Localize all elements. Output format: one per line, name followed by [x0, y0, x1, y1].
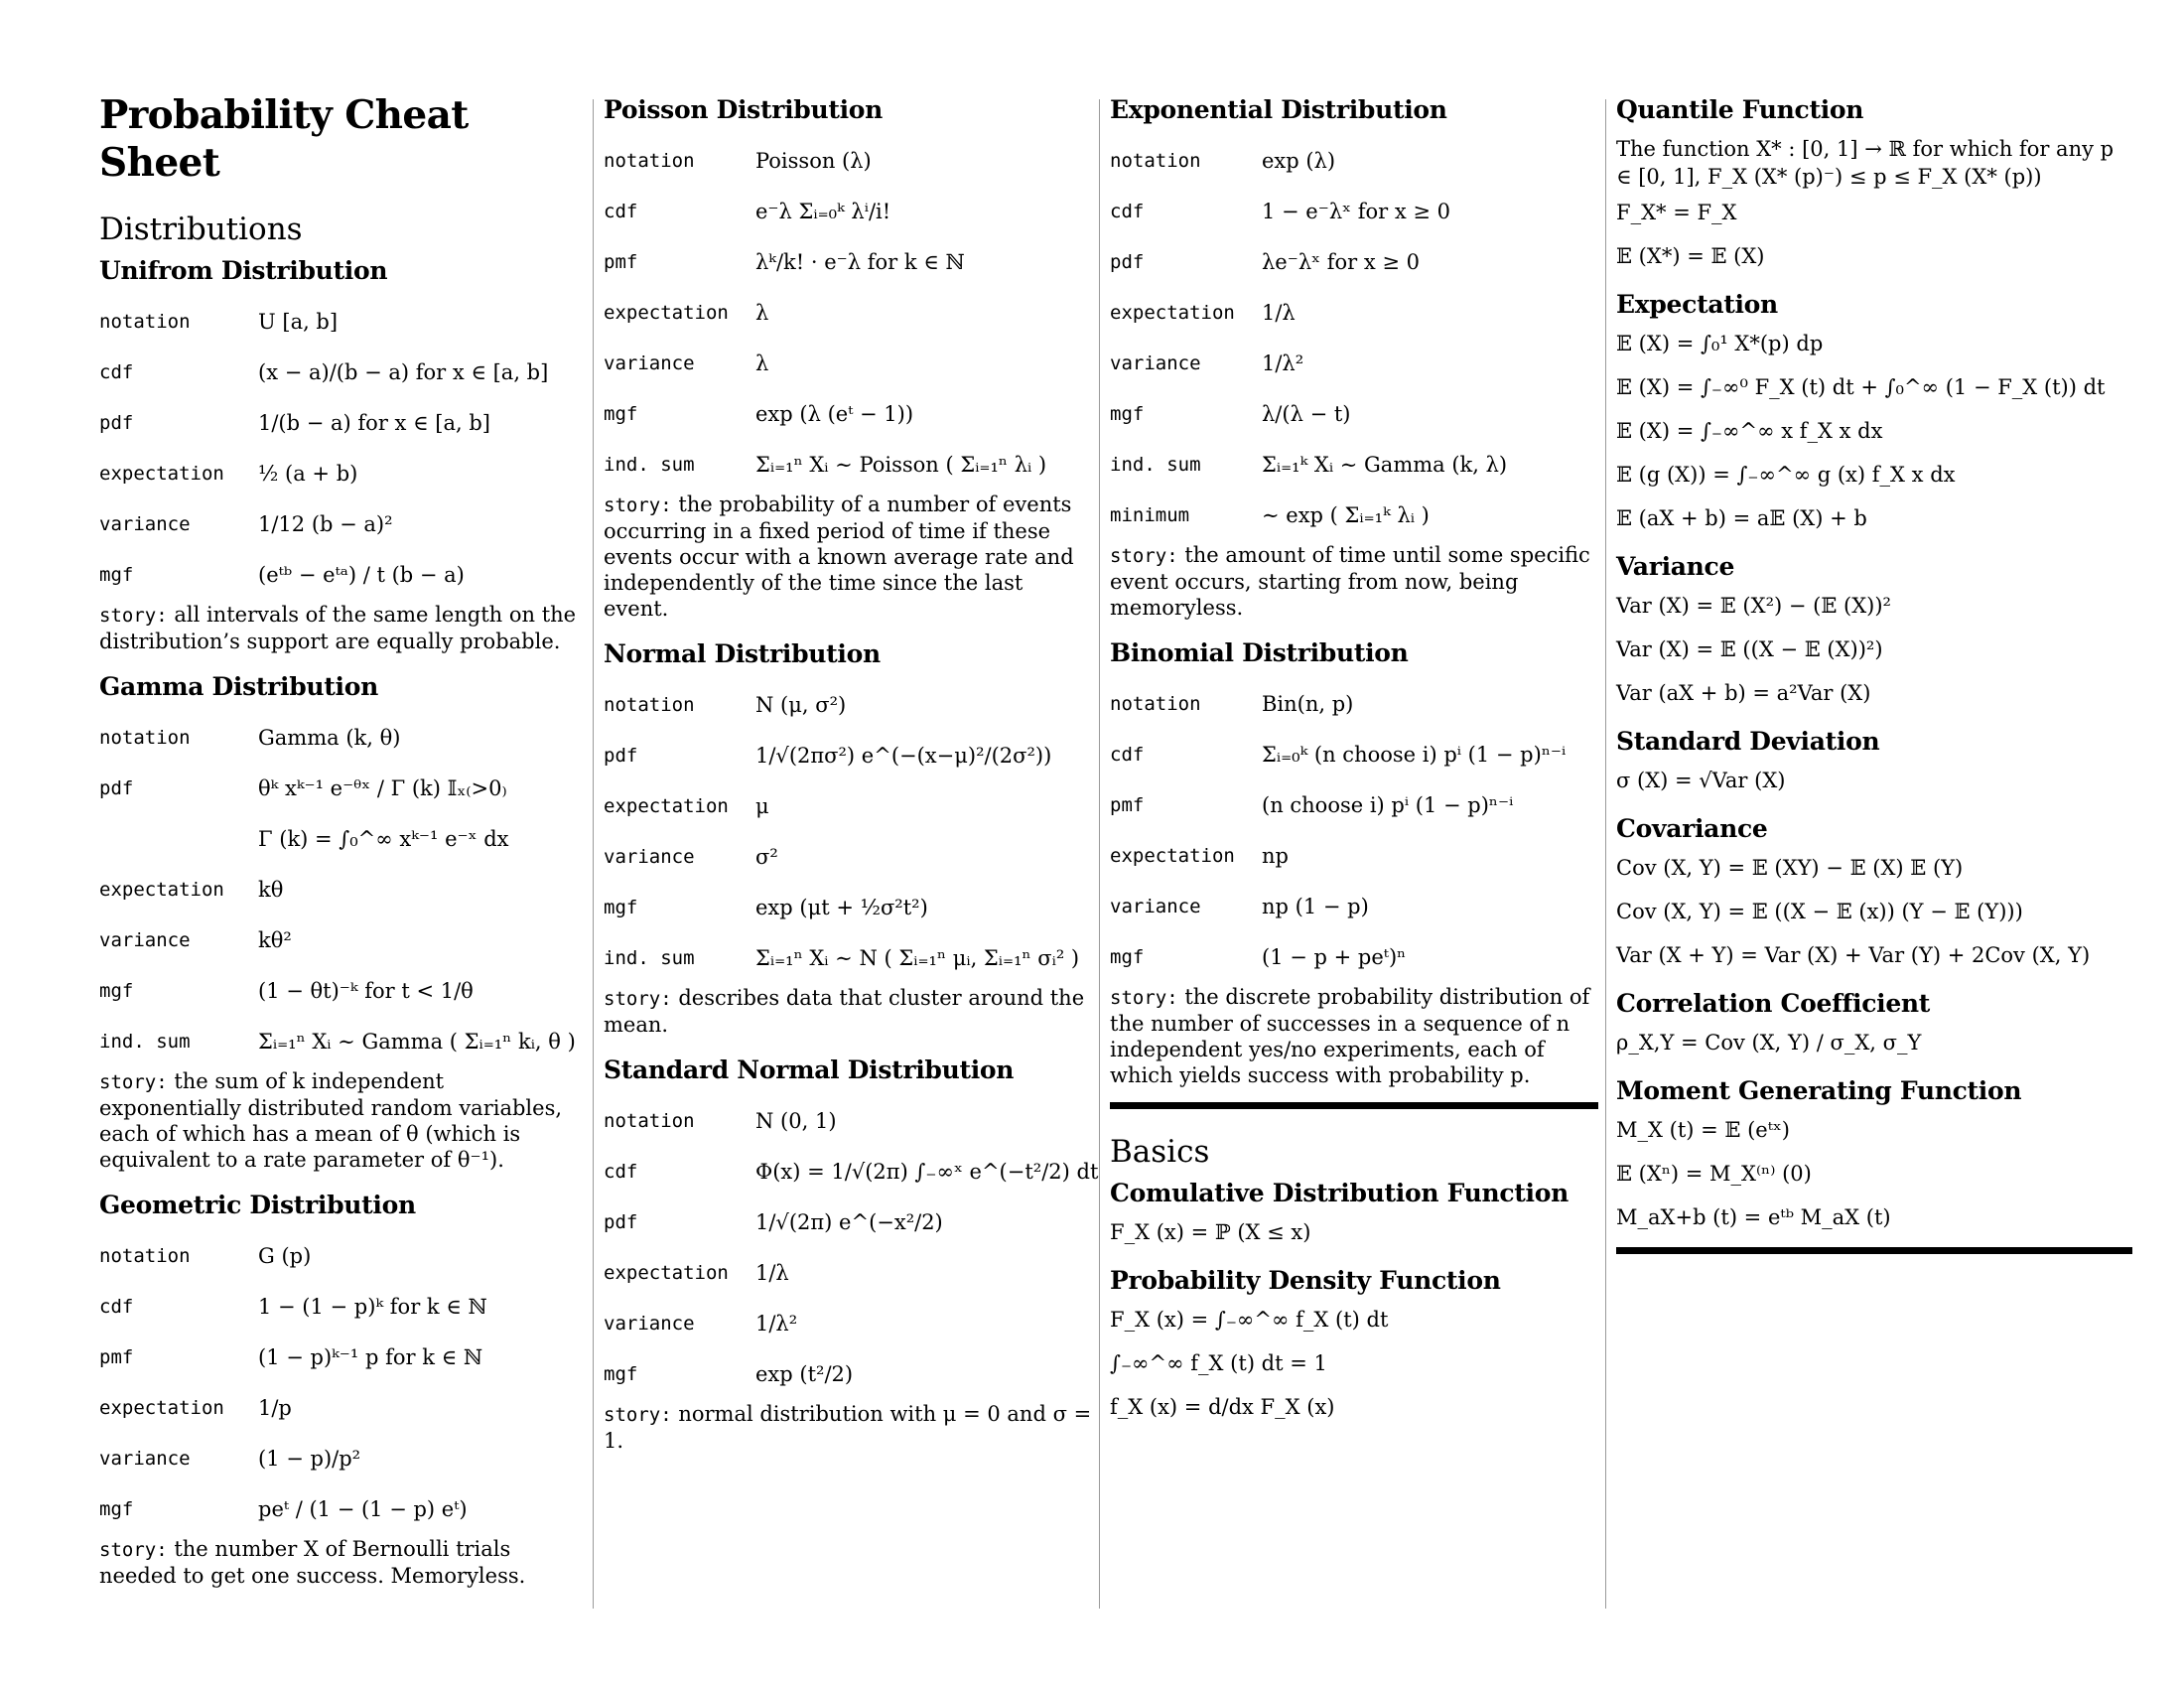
row-key: cdf: [604, 1160, 638, 1183]
formula: 𝔼 (X*) = 𝔼 (X): [1616, 244, 1765, 268]
std-normal-row-expectation: [604, 1247, 1092, 1298]
normal-row-variance: [604, 831, 1092, 882]
gamma-row-mgf: [99, 965, 586, 1016]
row-value: U [a, b]: [258, 309, 339, 334]
binomial-section: [1110, 634, 1598, 1088]
pdf-section: [1110, 1262, 1598, 1421]
formula: F_X (x) = ℙ (X ≤ x): [1110, 1220, 1311, 1244]
mgf-section: [1616, 1072, 2132, 1231]
poisson-row-variance: [604, 338, 1092, 388]
quantile-text: The function X* : [0, 1] → ℝ for which for any p ∈ [0, 1], F_X (X* (p)⁻) ≤ p ≤ F_X (X* (p)): [1616, 137, 2115, 189]
story-text: normal distribution with μ = 0 and σ = 1.: [604, 1402, 1092, 1453]
poisson-story: [604, 492, 1092, 622]
formula: Cov (X, Y) = 𝔼 (XY) − 𝔼 (X) 𝔼 (Y): [1616, 856, 1964, 880]
poisson-section: [604, 91, 1092, 622]
binomial-heading: Binomial Distribution: [1110, 638, 1409, 667]
gamma-story: [99, 1068, 586, 1173]
row-key: ind. sum: [99, 1030, 191, 1053]
row-value: 1/p: [258, 1395, 292, 1420]
formula: 𝔼 (X) = ∫₀¹ X*(p) dp: [1616, 332, 1824, 355]
row-key: mgf: [604, 896, 638, 918]
normal-row-pdf: [604, 730, 1092, 780]
poisson-heading: Poisson Distribution: [604, 95, 884, 124]
story-label: story:: [604, 494, 672, 516]
row-value: σ²: [755, 844, 778, 869]
normal-row-ind-sum: [604, 932, 1092, 983]
geometric-row-mgf: [99, 1483, 586, 1534]
binomial-story: [1110, 984, 1598, 1088]
gamma-section: [99, 668, 586, 1173]
geometric-row-pmf: [99, 1332, 586, 1382]
row-value: 1 − e⁻λˣ for x ≥ 0: [1262, 199, 1450, 223]
row-key: mgf: [604, 402, 638, 425]
row-key: notation: [604, 149, 695, 172]
formula: Var (aX + b) = a²Var (X): [1616, 681, 1871, 705]
row-key: mgf: [1110, 402, 1145, 425]
story-label: story:: [99, 605, 168, 627]
pdf-heading: Probability Density Function: [1110, 1266, 1501, 1295]
row-key: variance: [99, 512, 191, 535]
row-key: cdf: [1110, 200, 1145, 222]
row-value: (1 − p)/p²: [258, 1446, 361, 1471]
row-value: kθ²: [258, 927, 292, 952]
normal-heading: Normal Distribution: [604, 639, 881, 668]
uniform-row-pdf: [99, 397, 586, 448]
row-value: G (p): [258, 1243, 312, 1268]
row-key: notation: [99, 726, 191, 749]
row-key: cdf: [1110, 743, 1145, 766]
geometric-row-expectation: [99, 1382, 586, 1433]
row-value: Σᵢ₌₁ⁿ Xᵢ ∼ Poisson ( Σᵢ₌₁ⁿ λᵢ ): [755, 452, 1047, 477]
exponential-heading: Exponential Distribution: [1110, 95, 1447, 124]
gamma-row-ind-sum: [99, 1016, 586, 1066]
row-value: (n choose i) pⁱ (1 − p)ⁿ⁻ⁱ: [1262, 792, 1514, 817]
row-value: Σᵢ₌₁ᵏ Xᵢ ∼ Gamma (k, λ): [1262, 452, 1508, 477]
exponential-row-cdf: [1110, 186, 1598, 236]
covariance-heading: Covariance: [1616, 814, 1768, 843]
row-key: pdf: [1110, 250, 1145, 273]
row-value: Bin(n, p): [1262, 691, 1354, 716]
column-1: [99, 91, 586, 1611]
correlation-heading: Correlation Coefficient: [1616, 989, 1931, 1018]
page-title: Probability Cheat Sheet: [99, 92, 469, 186]
formula: 𝔼 (g (X)) = ∫₋∞^∞ g (x) f_X x dx: [1616, 463, 1956, 487]
row-value: 1/12 (b − a)²: [258, 511, 393, 536]
row-value: Γ (k) = ∫₀^∞ xᵏ⁻¹ e⁻ˣ dx: [258, 826, 509, 851]
row-key: notation: [99, 310, 191, 333]
row-key: expectation: [604, 794, 729, 817]
formula: 𝔼 (aX + b) = a𝔼 (X) + b: [1616, 506, 1867, 530]
quantile-section: [1616, 91, 2132, 270]
poisson-row-expectation: [604, 287, 1092, 338]
uniform-row-expectation: [99, 448, 586, 498]
column-divider: [1605, 99, 1606, 1609]
binomial-row-expectation: [1110, 830, 1598, 881]
row-key: pmf: [604, 250, 638, 273]
row-key: cdf: [604, 200, 638, 222]
binomial-row-notation: [1110, 678, 1598, 729]
binomial-row-pmf: [1110, 779, 1598, 830]
row-key: notation: [604, 693, 695, 716]
uniform-row-cdf: [99, 347, 586, 397]
row-key: minimum: [1110, 503, 1190, 526]
column-2: [604, 91, 1099, 1611]
row-value: 1/λ: [1262, 300, 1296, 325]
std-normal-row-notation: [604, 1095, 1092, 1146]
row-key: cdf: [99, 1295, 134, 1318]
story-text: all intervals of the same length on the distribution’s support are equally probable.: [99, 603, 577, 653]
exponential-section: [1110, 91, 1598, 621]
poisson-row-notation: [604, 135, 1092, 186]
row-key: mgf: [1110, 945, 1145, 968]
row-value: 1/λ: [755, 1260, 789, 1285]
row-value: exp (μt + ½σ²t²): [755, 895, 928, 919]
column-4: [1616, 91, 2132, 1611]
row-value: λᵏ/k! · e⁻λ for k ∈ ℕ: [755, 249, 965, 274]
row-key: pdf: [99, 776, 134, 799]
row-key: mgf: [99, 979, 134, 1002]
section-rule: [1110, 1102, 1598, 1109]
row-value: μ: [755, 793, 769, 818]
row-value: Φ(x) = 1/√(2π) ∫₋∞ˣ e^(−t²/2) dt: [755, 1159, 1099, 1184]
formula: M_aX+b (t) = eᵗᵇ M_aX (t): [1616, 1205, 1891, 1229]
row-key: mgf: [99, 563, 134, 586]
formula: f_X (x) = d/dx F_X (x): [1110, 1395, 1335, 1419]
row-key: ind. sum: [604, 946, 695, 969]
story-label: story:: [1110, 987, 1178, 1009]
exponential-story: [1110, 542, 1598, 621]
row-key: notation: [1110, 692, 1201, 715]
formula: Var (X) = 𝔼 ((X − 𝔼 (X))²): [1616, 637, 1883, 661]
geometric-story: [99, 1536, 586, 1589]
row-key: pdf: [99, 411, 134, 434]
row-value: kθ: [258, 877, 284, 902]
mgf-heading: Moment Generating Function: [1616, 1076, 2022, 1105]
row-value: (1 − p + peᵗ)ⁿ: [1262, 944, 1407, 969]
row-key: variance: [99, 1447, 191, 1470]
std-normal-row-mgf: [604, 1348, 1092, 1399]
geometric-row-cdf: [99, 1281, 586, 1332]
row-value: (1 − p)ᵏ⁻¹ p for k ∈ ℕ: [258, 1344, 483, 1369]
row-key: pmf: [1110, 793, 1145, 816]
row-value: 1 − (1 − p)ᵏ for k ∈ ℕ: [258, 1294, 487, 1319]
story-label: story:: [604, 988, 672, 1010]
row-value: 1/√(2π) e^(−x²/2): [755, 1209, 943, 1234]
formula: F_X (x) = ∫₋∞^∞ f_X (t) dt: [1110, 1308, 1389, 1332]
exponential-row-ind-sum: [1110, 439, 1598, 490]
row-value: np (1 − p): [1262, 894, 1369, 918]
row-key: mgf: [604, 1362, 638, 1385]
cdf-section: [1110, 1175, 1598, 1246]
story-text: the probability of a number of events occurring in a fixed period of time if these events occur with a known average rate and independently of the time since the last event.: [604, 492, 1074, 621]
formula: σ (X) = √Var (X): [1616, 769, 1786, 792]
formula: 𝔼 (X) = ∫₋∞⁰ F_X (t) dt + ∫₀^∞ (1 − F_X (t)) dt: [1616, 375, 2106, 399]
row-key: expectation: [604, 1261, 729, 1284]
story-label: story:: [604, 1404, 672, 1426]
uniform-section: [99, 252, 586, 654]
gamma-row-variance: [99, 914, 586, 965]
row-key: variance: [604, 845, 695, 868]
story-label: story:: [99, 1071, 168, 1093]
exponential-row-mgf: [1110, 388, 1598, 439]
exponential-row-notation: [1110, 135, 1598, 186]
row-key: pdf: [604, 744, 638, 767]
exponential-row-minimum: [1110, 490, 1598, 540]
row-key: variance: [604, 352, 695, 374]
uniform-story: [99, 602, 586, 654]
poisson-row-mgf: [604, 388, 1092, 439]
row-key: variance: [604, 1312, 695, 1335]
row-value: N (μ, σ²): [755, 692, 847, 717]
formula: Var (X + Y) = Var (X) + Var (Y) + 2Cov (X, Y): [1616, 943, 2091, 967]
row-key: ind. sum: [604, 453, 695, 476]
row-value: ∼ exp ( Σᵢ₌₁ᵏ λᵢ ): [1262, 502, 1430, 527]
std-normal-heading: Standard Normal Distribution: [604, 1055, 1015, 1084]
row-key: expectation: [1110, 844, 1235, 867]
uniform-row-notation: [99, 296, 586, 347]
row-key: notation: [1110, 149, 1201, 172]
exponential-row-pdf: [1110, 236, 1598, 287]
uniform-heading: Unifrom Distribution: [99, 256, 388, 285]
uniform-row-mgf: [99, 549, 586, 600]
std-normal-story: [604, 1401, 1092, 1454]
formula: M_X (t) = 𝔼 (eᵗˣ): [1616, 1118, 1790, 1142]
normal-row-expectation: [604, 780, 1092, 831]
formula: Var (X) = 𝔼 (X²) − (𝔼 (X))²: [1616, 594, 1891, 618]
row-value: Σᵢ₌₁ⁿ Xᵢ ∼ Gamma ( Σᵢ₌₁ⁿ kᵢ, θ ): [258, 1029, 576, 1054]
row-value: λ/(λ − t): [1262, 401, 1351, 426]
story-label: story:: [99, 1539, 168, 1561]
row-value: (1 − θt)⁻ᵏ for t < 1/θ: [258, 978, 474, 1003]
story-text: the number X of Bernoulli trials needed to get one success. Memoryless.: [99, 1537, 526, 1588]
std-dev-heading: Standard Deviation: [1616, 727, 1880, 756]
poisson-row-ind-sum: [604, 439, 1092, 490]
formula: 𝔼 (X) = ∫₋∞^∞ x f_X x dx: [1616, 419, 1883, 443]
gamma-row-gamma-function: [99, 813, 586, 864]
std-normal-section: [604, 1052, 1099, 1454]
row-key: cdf: [99, 360, 134, 383]
row-value: λ: [755, 351, 769, 375]
row-key: notation: [99, 1244, 191, 1267]
poisson-row-cdf: [604, 186, 1092, 236]
geometric-row-variance: [99, 1433, 586, 1483]
covariance-section: [1616, 810, 2132, 969]
quantile-heading: Quantile Function: [1616, 95, 1864, 124]
story-label: story:: [1110, 545, 1178, 567]
row-key: variance: [1110, 895, 1201, 917]
row-value: exp (λ): [1262, 148, 1336, 173]
normal-row-notation: [604, 679, 1092, 730]
gamma-row-notation: [99, 712, 586, 763]
std-normal-row-pdf: [604, 1196, 1092, 1247]
formula: F_X* = F_X: [1616, 201, 1737, 224]
row-key: notation: [604, 1109, 695, 1132]
exponential-row-expectation: [1110, 287, 1598, 338]
expectation-section: [1616, 286, 2132, 532]
row-key: pmf: [99, 1345, 134, 1368]
exponential-row-variance: [1110, 338, 1598, 388]
row-value: θᵏ xᵏ⁻¹ e⁻ᶿˣ / Γ (k) 𝕀ₓ₍>0₎: [258, 775, 507, 800]
binomial-row-mgf: [1110, 931, 1598, 982]
variance-heading: Variance: [1616, 552, 1735, 581]
gamma-row-expectation: [99, 864, 586, 914]
row-value: 1/λ²: [1262, 351, 1304, 375]
row-value: (eᵗᵇ − eᵗᵃ) / t (b − a): [258, 562, 465, 587]
row-value: Gamma (k, θ): [258, 725, 401, 750]
story-text: the sum of k independent exponentially distributed random variables, each of which has a mean of θ (which is equivalent to a rate parameter of θ⁻¹).: [99, 1069, 563, 1172]
row-value: np: [1262, 843, 1289, 868]
row-value: 1/√(2πσ²) e^(−(x−μ)²/(2σ²)): [755, 743, 1052, 768]
gamma-heading: Gamma Distribution: [99, 672, 378, 701]
story-text: the discrete probability distribution of the number of successes in a sequence of n independent yes/no experiments, each of which yields success with probability p.: [1110, 985, 1590, 1087]
formula: 𝔼 (Xⁿ) = M_X⁽ⁿ⁾ (0): [1616, 1162, 1812, 1186]
geometric-section: [99, 1187, 586, 1589]
column-3: [1110, 91, 1598, 1611]
row-value: 1/λ²: [755, 1311, 798, 1336]
cdf-heading: Comulative Distribution Function: [1110, 1179, 1569, 1207]
row-value: Σᵢ₌₀ᵏ (n choose i) pⁱ (1 − p)ⁿ⁻ⁱ: [1262, 742, 1567, 767]
row-key: variance: [99, 928, 191, 951]
normal-section: [604, 635, 1092, 1038]
variance-section: [1616, 548, 2132, 707]
std-normal-row-variance: [604, 1298, 1092, 1348]
row-value: N (0, 1): [755, 1108, 837, 1133]
geometric-row-notation: [99, 1230, 586, 1281]
row-value: ½ (a + b): [258, 461, 358, 486]
formula: Cov (X, Y) = 𝔼 ((X − 𝔼 (x)) (Y − 𝔼 (Y))): [1616, 900, 2023, 923]
formula: ∫₋∞^∞ f_X (t) dt = 1: [1110, 1351, 1327, 1375]
std-normal-row-cdf: [604, 1146, 1099, 1196]
binomial-row-variance: [1110, 881, 1598, 931]
binomial-row-cdf: [1110, 729, 1598, 779]
row-key: expectation: [1110, 301, 1235, 324]
row-value: e⁻λ Σᵢ₌₀ᵏ λⁱ/i!: [755, 199, 891, 223]
row-value: Σᵢ₌₁ⁿ Xᵢ ∼ N ( Σᵢ₌₁ⁿ μᵢ, Σᵢ₌₁ⁿ σᵢ² ): [755, 945, 1080, 970]
correlation-section: [1616, 985, 2132, 1056]
expectation-heading: Expectation: [1616, 290, 1778, 319]
basics-heading: Basics: [1110, 1134, 1210, 1170]
row-value: λe⁻λˣ for x ≥ 0: [1262, 249, 1420, 274]
row-key: expectation: [604, 301, 729, 324]
gamma-row-pdf: [99, 763, 586, 813]
row-key: expectation: [99, 878, 224, 901]
row-key: expectation: [99, 462, 224, 485]
geometric-heading: Geometric Distribution: [99, 1191, 416, 1219]
row-key: ind. sum: [1110, 453, 1201, 476]
row-value: Poisson (λ): [755, 148, 872, 173]
normal-story: [604, 985, 1092, 1038]
row-value: exp (λ (eᵗ − 1)): [755, 401, 914, 426]
story-text: describes data that cluster around the mean.: [604, 986, 1085, 1037]
poisson-row-pmf: [604, 236, 1092, 287]
formula: ρ_X,Y = Cov (X, Y) / σ_X, σ_Y: [1616, 1031, 1922, 1055]
distributions-heading: Distributions: [99, 211, 303, 247]
row-value: peᵗ / (1 − (1 − p) eᵗ): [258, 1496, 468, 1521]
row-value: (x − a)/(b − a) for x ∈ [a, b]: [258, 359, 549, 384]
row-key: pdf: [604, 1210, 638, 1233]
row-value: λ: [755, 300, 769, 325]
row-value: exp (t²/2): [755, 1361, 854, 1386]
row-key: variance: [1110, 352, 1201, 374]
section-rule: [1616, 1247, 2132, 1254]
story-text: the amount of time until some specific event occurs, starting from now, being memoryless.: [1110, 543, 1590, 620]
column-divider: [1099, 99, 1100, 1609]
normal-row-mgf: [604, 882, 1092, 932]
uniform-row-variance: [99, 498, 586, 549]
std-dev-section: [1616, 723, 2132, 794]
column-divider: [593, 99, 594, 1609]
row-key: mgf: [99, 1497, 134, 1520]
row-key: expectation: [99, 1396, 224, 1419]
row-value: 1/(b − a) for x ∈ [a, b]: [258, 410, 490, 435]
